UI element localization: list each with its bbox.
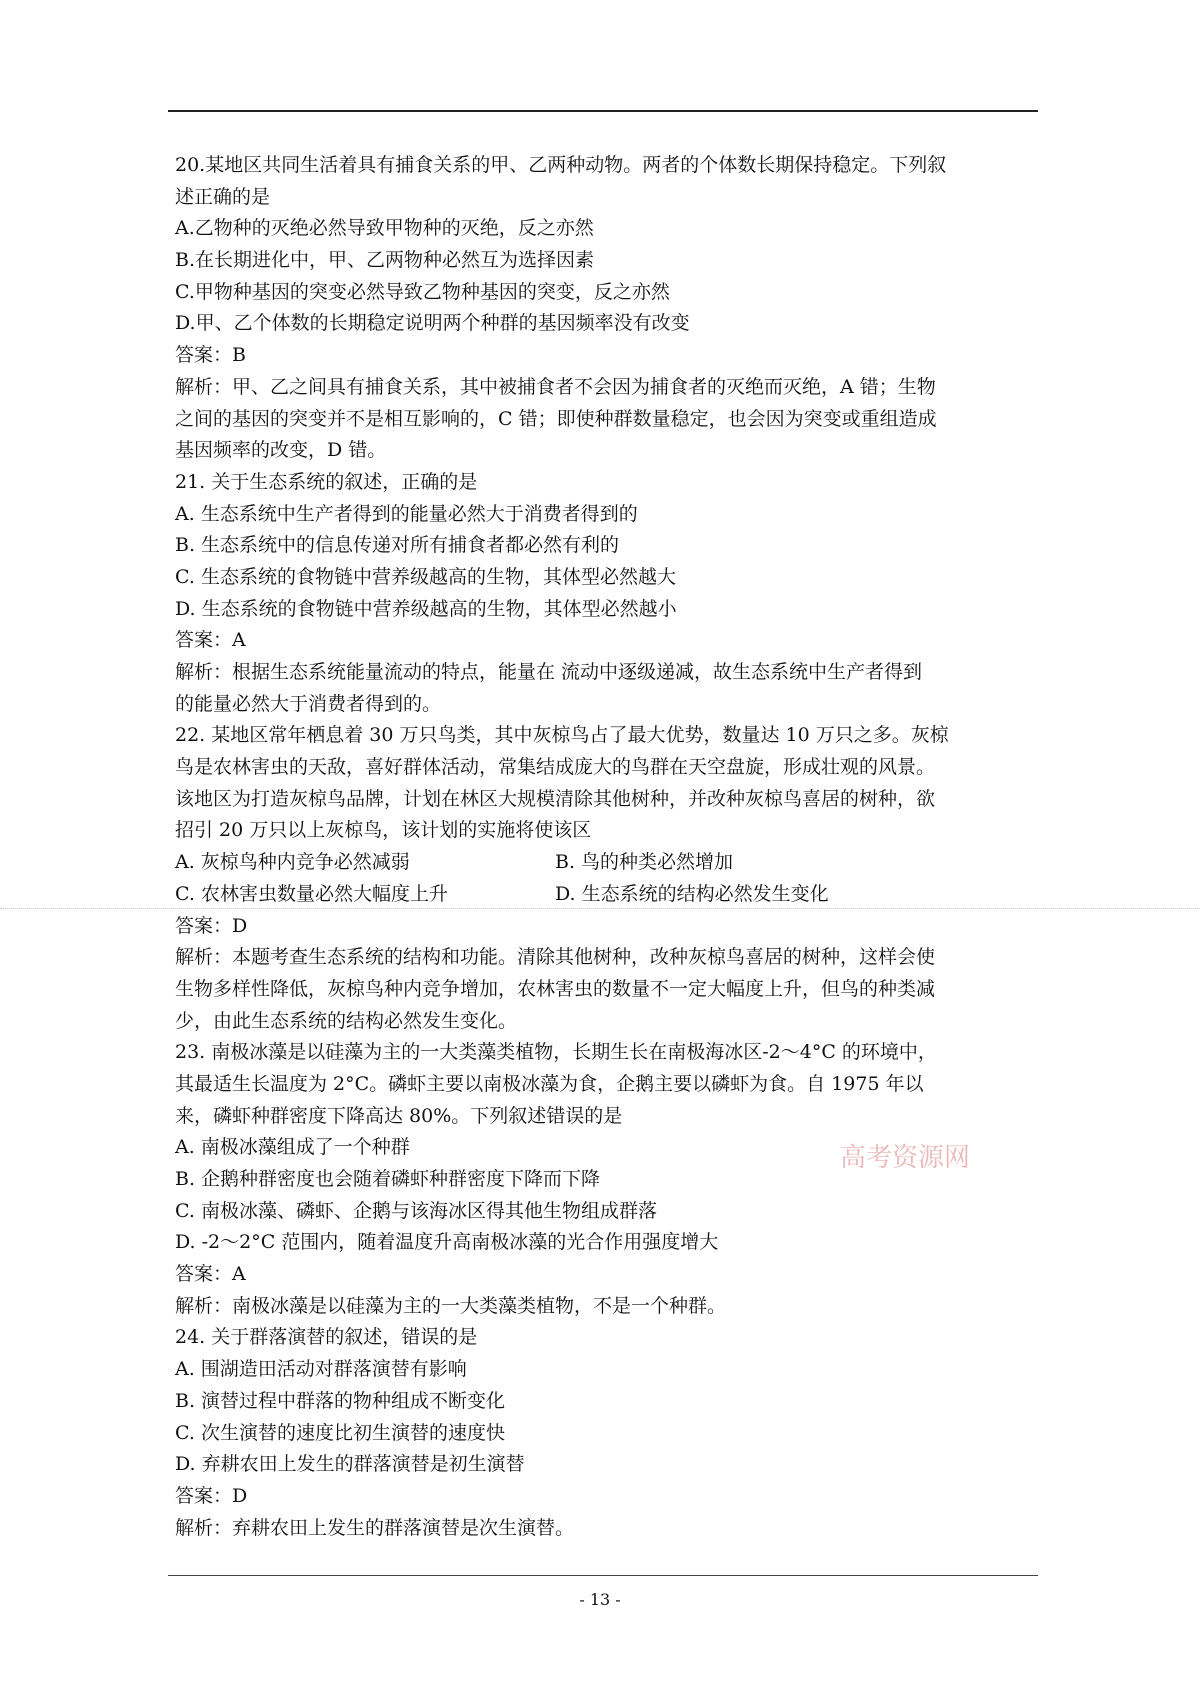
question-stem-line: 20.某地区共同生活着具有捕食关系的甲、乙两种动物。两者的个体数长期保持稳定。下列叙 [175,154,947,176]
option-line: D. 弃耕农田上发生的群落演替是初生演替 [175,1453,525,1476]
question-stem-line: 述正确的是 [175,185,271,208]
question-stem-line: 21. 关于生态系统的叙述，正确的是 [175,470,478,493]
option-line: C. 生态系统的食物链中营养级越高的生物，其体型必然越大 [175,565,676,588]
analysis-line: 解析：根据生态系统能量流动的特点，能量在 流动中逐级递减，故生态系统中生产者得到 [175,661,923,683]
option-line: B.在长期进化中，甲、乙两物种必然互为选择因素 [175,249,595,272]
option-line: C. 南极冰藻、磷虾、企鹅与该海冰区得其他生物组成群落 [175,1199,657,1222]
option-line: A.乙物种的灭绝必然导致甲物种的灭绝，反之亦然 [175,217,594,240]
option-line: C.甲物种基因的突变必然导致乙物种基因的突变，反之亦然 [175,280,670,303]
question-stem-line: 招引 20 万只以上灰椋鸟，该计划的实施将使该区 [175,819,592,842]
question-block [175,1322,1035,1544]
analysis-line: 解析：本题考查生态系统的结构和功能。清除其他树种，改种灰椋鸟喜居的树种，这样会使 [175,946,936,969]
option-line: B. 企鹅种群密度也会随着磷虾种群密度下降而下降 [175,1168,601,1190]
analysis-line: 解析：甲、乙之间具有捕食关系，其中被捕食者不会因为捕食者的灭绝而灭绝，A 错；生物 [175,375,936,398]
option-line: D. -2～2°C 范围内，随着温度升高南极冰藻的光合作用强度增大 [175,1231,719,1254]
option-line: A. 南极冰藻组成了一个种群 [175,1136,410,1159]
answer-line: 答案：B [175,344,246,367]
question-stem-line: 其最适生长温度为 2°C。磷虾主要以南极冰藻为食，企鹅主要以磷虾为食。自 1975 年以 [175,1072,924,1095]
question-stem-line: 鸟是农林害虫的天敌，喜好群体活动，常集结成庞大的鸟群在天空盘旋，形成壮观的风景。 [175,756,936,779]
option-line: D.甲、乙个体数的长期稳定说明两个种群的基因频率没有改变 [175,312,690,335]
analysis-line: 解析：弃耕农田上发生的群落演替是次生演替。 [175,1516,575,1539]
question-stem-line: 22. 某地区常年栖息着 30 万只鸟类，其中灰椋鸟占了最大优势，数量达 10 万只之多。灰椋 [175,724,949,747]
option-row [175,879,1035,911]
question-stem-line: 该地区为打造灰椋鸟品牌，计划在林区大规模清除其他树种，并改种灰椋鸟喜居的树种，欲 [175,787,936,810]
answer-line: 答案：A [175,629,246,652]
analysis-line: 之间的基因的突变并不是相互影响的，C 错；即使种群数量稳定，也会因为突变或重组造成 [175,407,937,430]
question-block [175,720,1035,1037]
option-line: C. 农林害虫数量必然大幅度上升 [175,882,448,905]
question-block [175,150,1035,467]
question-block [175,467,1035,721]
analysis-line: 基因频率的改变，D 错。 [175,439,387,462]
watermark-text: 高考资源网 [840,1143,971,1173]
header-rule [168,110,1038,112]
document-body [175,150,1035,1544]
option-row [175,847,1035,879]
watermark-stamp [838,1140,1018,1174]
analysis-line: 少，由此生态系统的结构必然发生变化。 [175,1009,518,1032]
option-line: A. 灰椋鸟种内竞争必然减弱 [175,851,410,874]
option-line: D. 生态系统的结构必然发生变化 [555,882,829,905]
option-line: D. 生态系统的食物链中营养级越高的生物，其体型必然越小 [175,597,677,620]
analysis-line: 的能量必然大于消费者得到的。 [175,692,442,715]
option-line: B. 鸟的种类必然增加 [555,851,734,874]
footer-rule [168,1575,1038,1576]
answer-line: 答案：D [175,914,248,937]
option-line: C. 次生演替的速度比初生演替的速度快 [175,1421,505,1444]
answer-line: 答案：D [175,1484,248,1507]
option-line: A. 围湖造田活动对群落演替有影响 [175,1358,467,1381]
question-block [175,1037,1035,1322]
analysis-line: 解析：南极冰藻是以硅藻为主的一大类藻类植物，不是一个种群。 [175,1294,727,1317]
page-number: - 13 - [579,1590,621,1609]
analysis-line: 生物多样性降低，灰椋鸟种内竞争增加，农林害虫的数量不一定大幅度上升，但鸟的种类减 [175,977,936,1000]
option-line: A. 生态系统中生产者得到的能量必然大于消费者得到的 [175,502,638,525]
question-stem-line: 来，磷虾种群密度下降高达 80%。下列叙述错误的是 [175,1104,623,1127]
question-stem-line: 24. 关于群落演替的叙述，错误的是 [175,1326,478,1349]
answer-line: 答案：A [175,1263,246,1286]
option-line: B. 生态系统中的信息传递对所有捕食者都必然有利的 [175,534,620,557]
question-stem-line: 23. 南极冰藻是以硅藻为主的一大类藻类植物，长期生长在南极海冰区-2～4°C 的环境中， [175,1041,937,1064]
option-line: B. 演替过程中群落的物种组成不断变化 [175,1389,506,1412]
